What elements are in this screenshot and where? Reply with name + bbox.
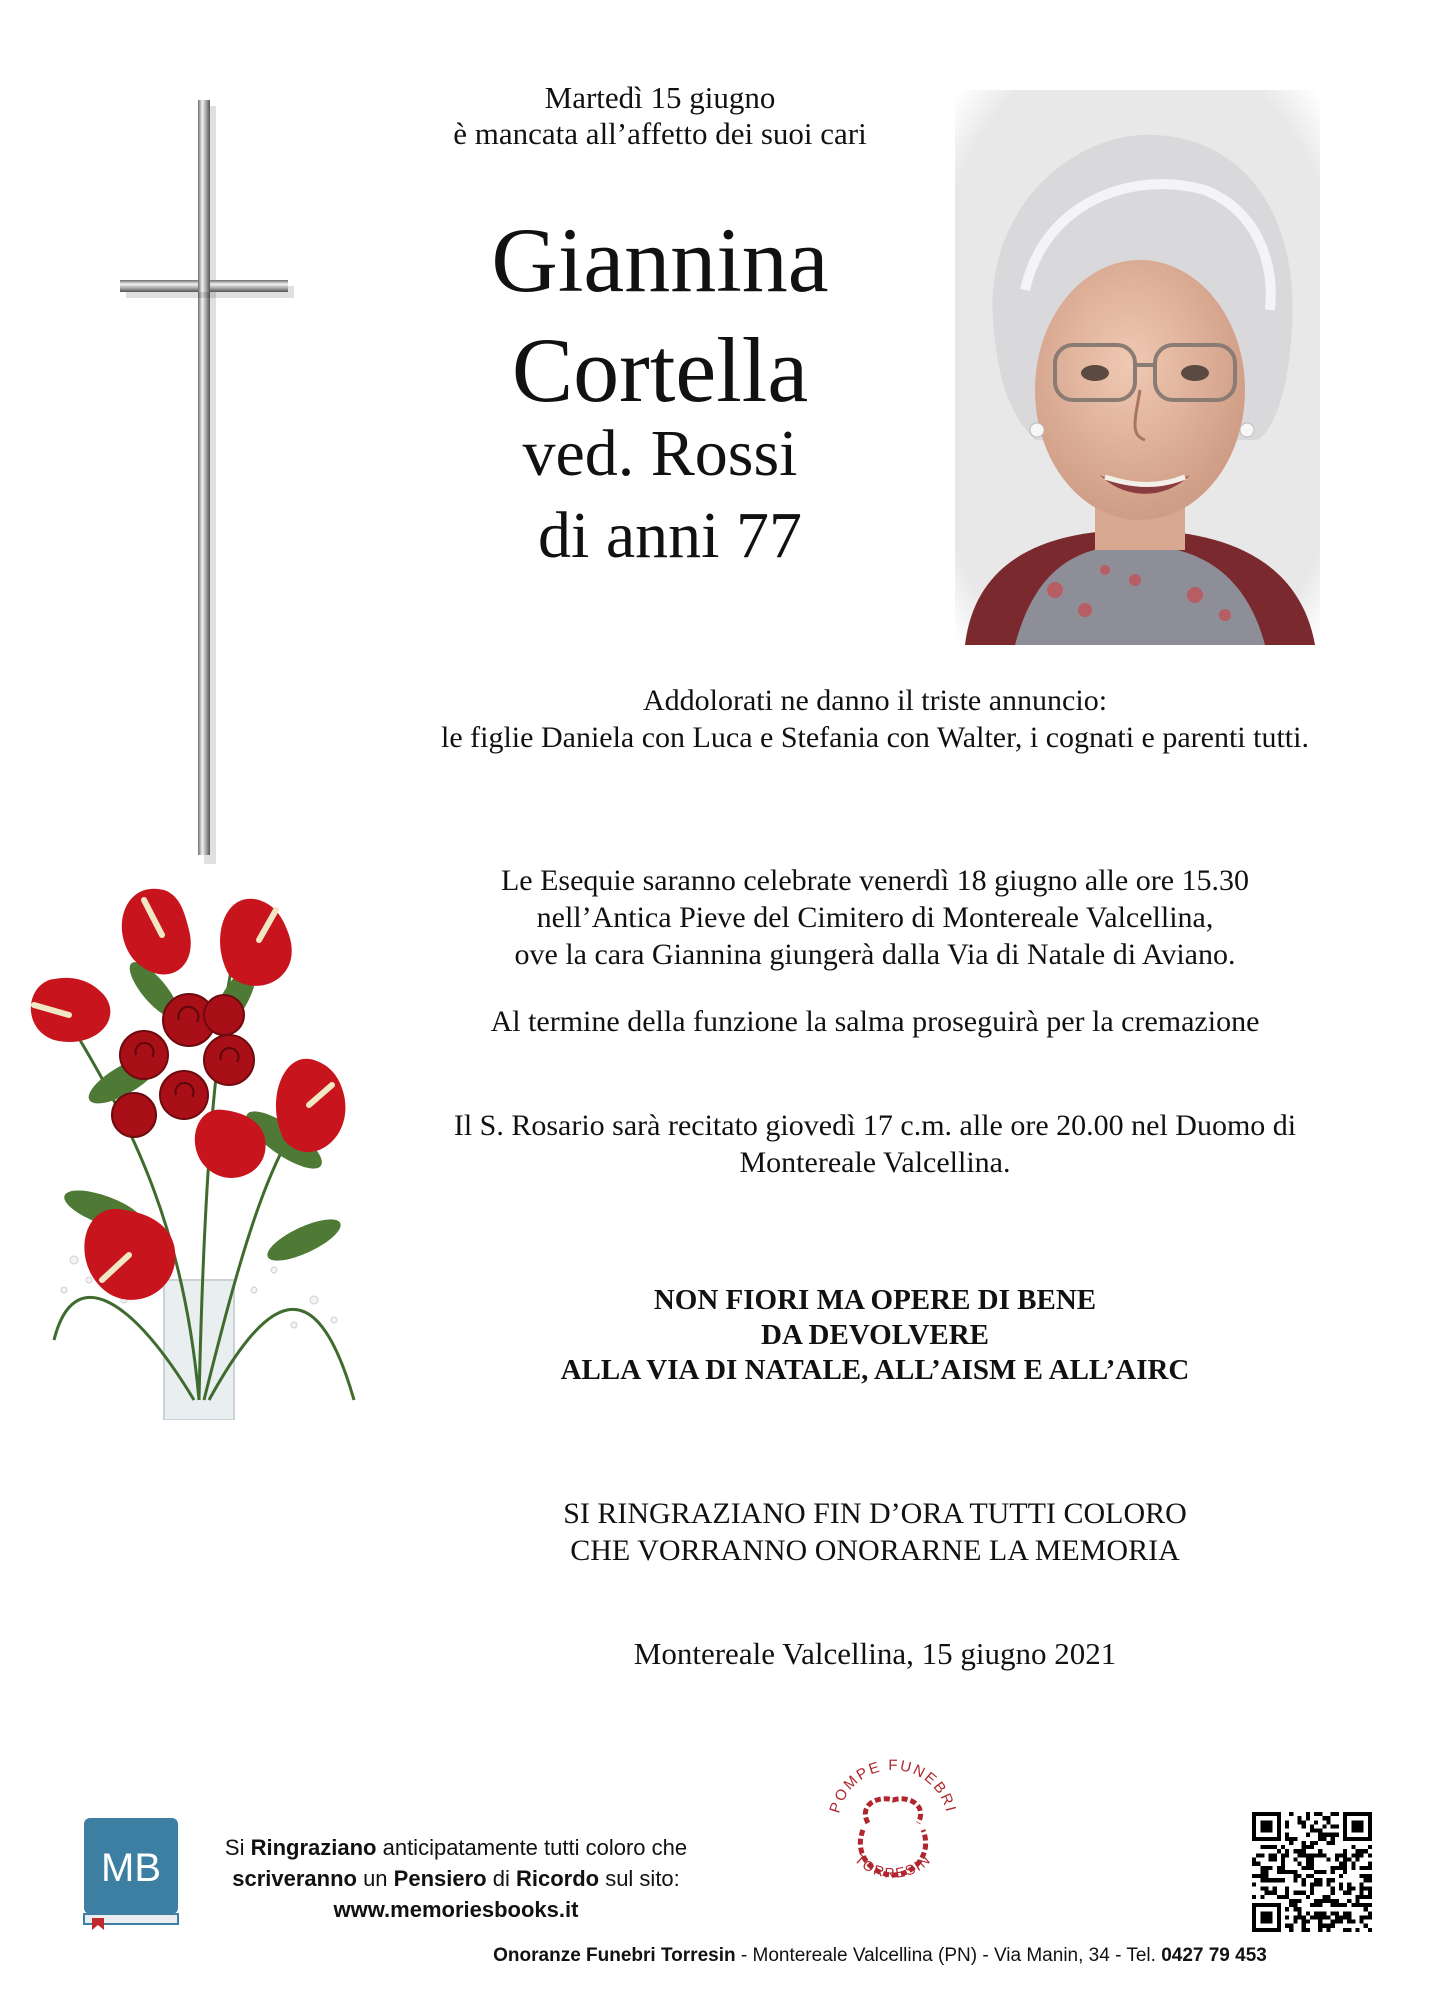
announcement-line: le figlie Daniela con Luca e Stefania con Walter, i cognati e parenti tutti. bbox=[441, 721, 1309, 754]
svg-text:TORRESIN bbox=[852, 1851, 935, 1881]
rosary-details bbox=[380, 1107, 1370, 1181]
deceased-age: di anni 77 bbox=[538, 499, 802, 572]
cremation-note: Al termine della funzione la salma proseguirà per la cremazione bbox=[490, 1005, 1260, 1038]
mb-logo-text: MB bbox=[101, 1846, 161, 1890]
no-flowers-line: DA DEVOLVERE bbox=[761, 1319, 989, 1351]
memoriesbooks-message bbox=[196, 1832, 716, 1925]
no-flowers-line: NON FIORI MA OPERE DI BENE bbox=[653, 1284, 1097, 1316]
memoriesbooks-logo[interactable] bbox=[80, 1818, 180, 1930]
rosary-line: Il S. Rosario sarà recitato giovedì 17 c.m. alle ore 20.00 nel Duomo di bbox=[453, 1109, 1297, 1142]
svg-text:POMPE FUNEBRI bbox=[826, 1757, 959, 1815]
rosary-line: Montereale Valcellina. bbox=[739, 1146, 1011, 1179]
no-flowers-notice bbox=[420, 1283, 1330, 1388]
death-date-intro bbox=[340, 80, 980, 152]
seal-bottom-text: TORRESIN bbox=[851, 1850, 935, 1881]
place-date: Montereale Valcellina, 15 giugno 2021 bbox=[633, 1636, 1117, 1671]
portrait-photo bbox=[955, 90, 1320, 645]
thanks-notice bbox=[420, 1495, 1330, 1569]
announcement bbox=[380, 682, 1370, 756]
funeral-home-footer bbox=[400, 1944, 1360, 1968]
funeral-line: nell’Antica Pieve del Cimitero di Montereale Valcellina, bbox=[536, 901, 1214, 934]
company-phone[interactable]: 0427 79 453 bbox=[1161, 1945, 1267, 1966]
mb-line-2: scriveranno un Pensiero di Ricordo sul sito: bbox=[232, 1866, 680, 1891]
widow-of: ved. Rossi bbox=[522, 417, 798, 490]
announcement-line: Addolorati ne danno il triste annuncio: bbox=[642, 684, 1108, 717]
funeral-line: ove la cara Giannina giungerà dalla Via di Natale di Aviano. bbox=[514, 938, 1236, 971]
company-name: Onoranze Funebri Torresin bbox=[493, 1945, 736, 1966]
qr-code[interactable] bbox=[1252, 1812, 1372, 1932]
company-address: - Montereale Valcellina (PN) - Via Manin, 34 - Tel. bbox=[735, 1945, 1162, 1966]
cross-icon bbox=[118, 100, 298, 870]
mb-line-1: Si Ringraziano anticipatamente tutti coloro che bbox=[224, 1835, 688, 1860]
thanks-line: CHE VORRANNO ONORARNE LA MEMORIA bbox=[570, 1534, 1180, 1567]
death-intro-line: è mancata all’affetto dei suoi cari bbox=[453, 116, 867, 151]
funeral-details bbox=[380, 862, 1370, 973]
seal-top-text: POMPE FUNEBRI bbox=[826, 1756, 960, 1816]
funeral-line: Le Esequie saranno celebrate venerdì 18 giugno alle ore 15.30 bbox=[500, 864, 1250, 897]
mb-url-link[interactable]: www.memoriesbooks.it bbox=[333, 1897, 579, 1922]
flowers-image bbox=[14, 880, 374, 1420]
no-flowers-line: ALLA VIA DI NATALE, ALL’AISM E ALL’AIRC bbox=[560, 1354, 1190, 1386]
torresin-seal bbox=[818, 1745, 968, 1900]
death-date-line: Martedì 15 giugno bbox=[544, 80, 776, 115]
deceased-last-name: Cortella bbox=[511, 319, 809, 421]
deceased-first-name: Giannina bbox=[491, 209, 829, 311]
deceased-name bbox=[380, 205, 940, 425]
thanks-line: SI RINGRAZIANO FIN D’ORA TUTTI COLORO bbox=[563, 1497, 1187, 1530]
